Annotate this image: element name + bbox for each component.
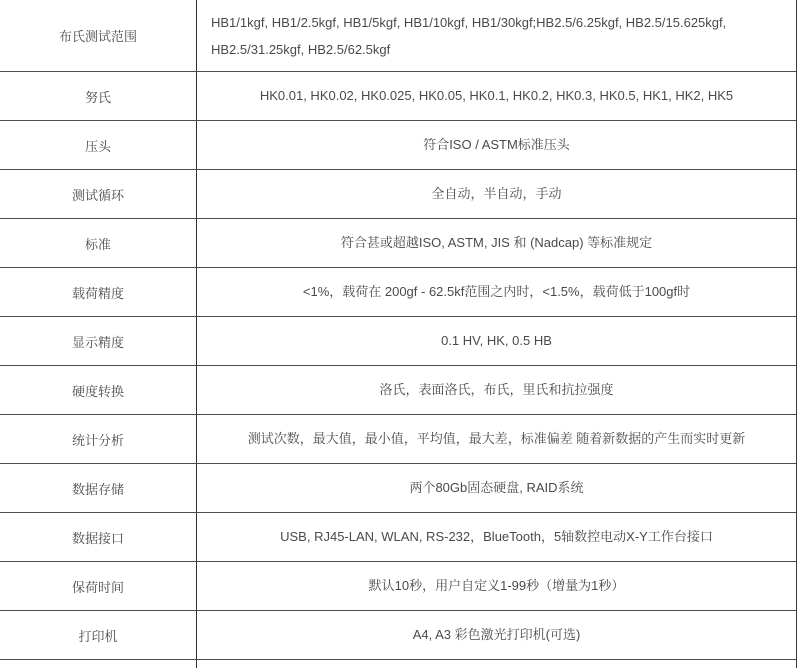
- spec-value: 符合ISO / ASTM标准压头: [423, 137, 570, 152]
- spec-label: 测试循环: [0, 170, 197, 218]
- spec-value: <1%，载荷在 200gf - 62.5kf范围之内时，<1.5%，载荷低于100gf时: [302, 284, 691, 299]
- spec-label: 标准: [0, 219, 197, 267]
- spec-label: 硬度转换: [0, 366, 197, 414]
- table-row: [0, 317, 796, 366]
- table-row: [0, 464, 796, 513]
- table-row: [0, 366, 796, 415]
- table-row: [0, 170, 796, 219]
- spec-label: 数据接口: [0, 513, 197, 561]
- spec-label: 数据存储: [0, 464, 197, 512]
- spec-label: 打印机: [0, 611, 197, 659]
- table-row: [0, 0, 796, 72]
- spec-value: HK0.01, HK0.02, HK0.025, HK0.05, HK0.1, HK0.2, HK0.3, HK0.5, HK1, HK2, HK5: [259, 88, 734, 103]
- spec-value: 默认10秒，用户自定义1-99秒（增量为1秒）: [368, 578, 625, 593]
- table-row-partial: [0, 660, 796, 668]
- spec-label: 努氏: [0, 72, 197, 120]
- spec-label: 保荷时间: [0, 562, 197, 610]
- table-row: [0, 268, 796, 317]
- spec-value: 0.1 HV, HK, 0.5 HB: [441, 333, 552, 348]
- table-row: [0, 611, 796, 660]
- spec-label: 压头: [0, 121, 197, 169]
- spec-value: HB1/1kgf, HB1/2.5kgf, HB1/5kgf, HB1/10kgf, HB1/30kgf;HB2.5/6.25kgf, HB2.5/15.625kgf, HB2.5/31.25kgf, HB2.5/62.5kgf: [211, 14, 727, 57]
- spec-value: 测试次数，最大值，最小值，平均值，最大差，标准偏差 随着新数据的产生而实时更新: [247, 431, 746, 446]
- table-row: [0, 415, 796, 464]
- spec-label: 布氏测试范围: [0, 0, 197, 71]
- spec-label-empty: [0, 660, 197, 668]
- spec-label: 载荷精度: [0, 268, 197, 316]
- spec-value: 两个80Gb固态硬盘, RAID系统: [409, 480, 584, 495]
- table-row: [0, 121, 796, 170]
- table-row: [0, 513, 796, 562]
- spec-value: 符合甚或超越ISO, ASTM, JIS 和 (Nadcap) 等标准规定: [340, 235, 653, 250]
- spec-value: 全自动，半自动，手动: [431, 186, 562, 201]
- table-row: [0, 72, 796, 121]
- spec-label: 显示精度: [0, 317, 197, 365]
- spec-value: 洛氏，表面洛氏，布氏，里氏和抗拉强度: [379, 382, 614, 397]
- spec-label: 统计分析: [0, 415, 197, 463]
- spec-value: USB, RJ45-LAN, WLAN, RS-232，BlueTooth，5轴数控电动X-Y工作台接口: [280, 529, 713, 544]
- spec-value-empty: [197, 660, 796, 668]
- table-row: [0, 219, 796, 268]
- spec-value: A4, A3 彩色激光打印机(可选): [412, 627, 581, 642]
- table-row: [0, 562, 796, 611]
